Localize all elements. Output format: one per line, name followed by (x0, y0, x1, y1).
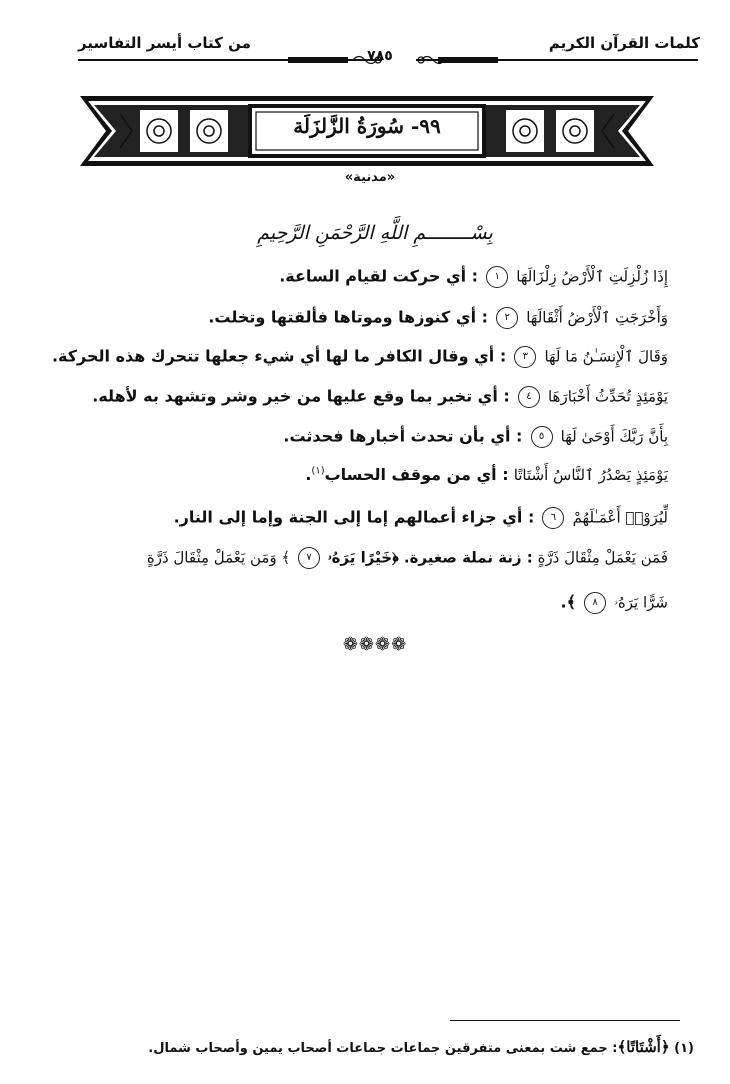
verse-explanation: : أي جزاء أعمالهم إما إلى الجنة وإما إلى النار. (173, 507, 535, 527)
page-number: ٧٨٥ (367, 48, 393, 64)
section-end-ornament: ❁❁❁❁ (342, 634, 408, 655)
verse-line-9 (60, 592, 668, 614)
verse-text: لِّيُرَوْا۟ أَعْمَـٰلَهُمْ (572, 508, 668, 527)
verse-line-4 (60, 386, 668, 408)
basmala: بِسْــــــــمِ اللَّهِ الرَّحْمَنِ الرَّحِيمِ (257, 222, 493, 244)
header-right-title: كلمات القرآن الكريم (548, 34, 700, 52)
verse-explanation: : أي وقال الكافر ما لها أي شيء جعلها تتحرك هذه الحركة. (51, 346, 507, 366)
footnote-marker: (١) (674, 1041, 694, 1056)
verse-number-badge: ١ (486, 266, 508, 288)
verse-explanation: : أي بأن تحدث أخبارها فحدثت. (283, 426, 523, 446)
verse-line-5 (60, 426, 668, 448)
verse-line-7 (60, 507, 668, 529)
verse-text: وَقَالَ ٱلْإِنسَـٰنُ مَا لَهَا (544, 347, 668, 366)
verse-line-2 (60, 307, 668, 329)
footnote (150, 1038, 694, 1056)
verse-line-6 (60, 465, 668, 484)
verse-end-punct: . (305, 465, 312, 484)
verse-text: شَرًّا يَرَهُۥ (614, 593, 668, 612)
footnote-text: : جمع شت بمعنى متفرقين جماعات جماعات أصحاب يمين وأصحاب شمال. (148, 1041, 618, 1056)
verse-explanation: ﴾. (560, 592, 576, 612)
surah-title: ٩٩- سُورَةُ الزَّلزَلَة (293, 114, 441, 138)
verse-line-1 (60, 266, 668, 288)
verse-number-badge: ٧ (298, 547, 320, 569)
verse-text: فَمَن يَعْمَلْ مِثْقَالَ ذَرَّةٍ (537, 548, 668, 567)
footnote-word: ﴿أَشْتَاتًا﴾ (617, 1038, 670, 1056)
verse-line-3 (51, 346, 668, 368)
verse-explanation: : أي تخبر بما وقع عليها من خير وشر وتشهد به لأهله. (92, 386, 510, 406)
verse-text: بِأَنَّ رَبَّكَ أَوْحَىٰ لَهَا (560, 427, 668, 446)
verse-text: يَوْمَئِذٍ تُحَدِّثُ أَخْبَارَهَا (547, 387, 668, 406)
verse-text: إِذَا زُلْزِلَتِ ٱلْأَرْضُ زِلْزَالَهَا (516, 267, 668, 286)
header-left-title: من كتاب أيسر التفاسير (78, 34, 251, 52)
verse-explanation: : زنة نملة صغيرة. ﴿خَيْرًا يَرَهُۥ (327, 548, 533, 567)
verse-text-continued: ﴾ وَمَن يَعْمَلْ مِثْقَالَ ذَرَّةٍ (146, 548, 291, 567)
verse-explanation: : أي من موقف الحساب (324, 465, 509, 484)
verse-number-badge: ٨ (584, 592, 606, 614)
verse-number-badge: ٤ (518, 386, 540, 408)
verse-text: يَوْمَئِذٍ يَصْدُرُ ٱلنَّاسُ أَشْتَاتًا (513, 466, 668, 484)
verse-number-badge: ٣ (514, 346, 536, 368)
verse-text: وَأَخْرَجَتِ ٱلْأَرْضُ أَثْقَالَهَا (526, 308, 668, 327)
revelation-type: «مدنية» (344, 170, 396, 185)
verse-explanation: : أي حركت لقيام الساعة. (279, 266, 479, 286)
verse-number-badge: ٦ (542, 507, 564, 529)
verse-explanation: : أي كنوزها وموتاها فألقتها وتخلت. (208, 307, 489, 327)
footnote-divider (450, 1020, 680, 1021)
verse-number-badge: ٢ (496, 307, 518, 329)
verse-line-8 (60, 547, 668, 569)
verse-number-badge: ٥ (531, 426, 553, 448)
footnote-reference[interactable]: (١) (311, 465, 325, 477)
